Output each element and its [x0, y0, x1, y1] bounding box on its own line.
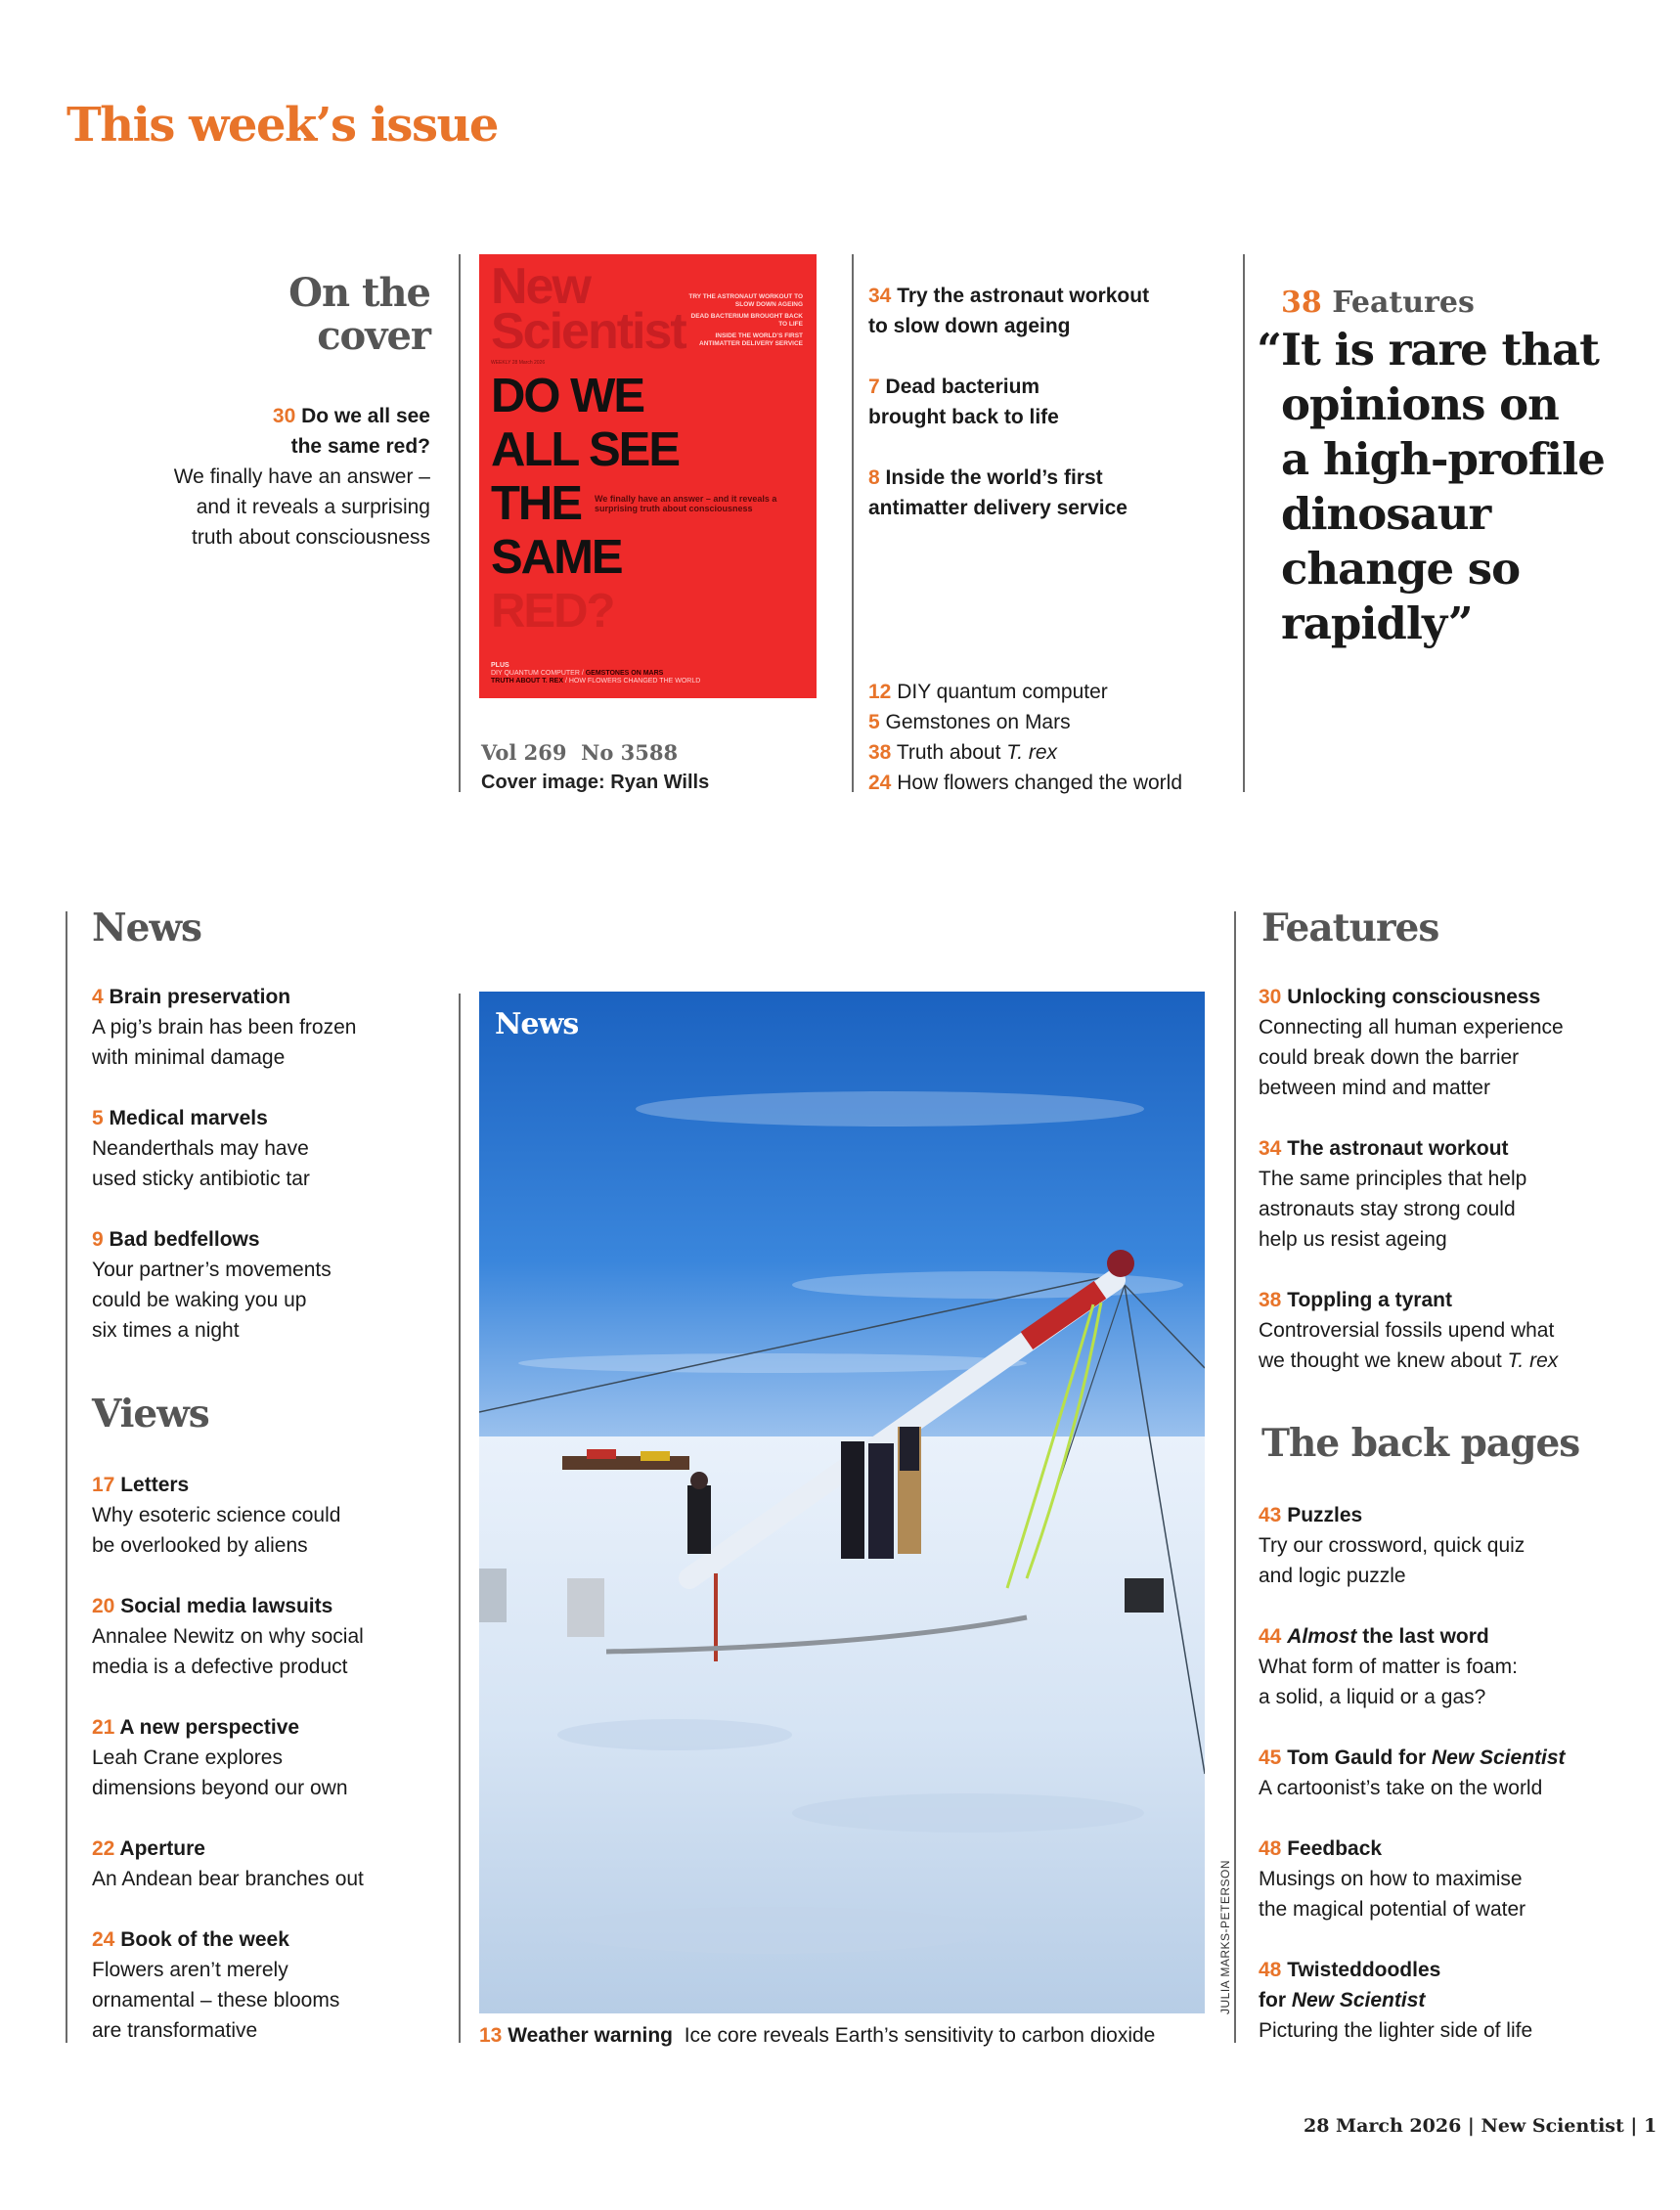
item-title: for [1259, 1989, 1292, 2011]
item-title: Toppling a tyrant [1287, 1289, 1452, 1311]
item-desc: dimensions beyond our own [92, 1777, 348, 1799]
list-item[interactable] [92, 1712, 444, 1803]
highlight-item[interactable] [868, 463, 1240, 523]
plus-item[interactable] [868, 677, 1240, 707]
item-desc: media is a defective product [92, 1656, 348, 1678]
item-title: antimatter delivery service [868, 497, 1127, 519]
news-list [92, 982, 444, 1346]
item-title: Aperture [119, 1837, 205, 1860]
item-desc: could be waking you up [92, 1289, 307, 1311]
page-number: 8 [868, 466, 880, 489]
headline-line: ALL SEE [491, 423, 680, 476]
cover-teasers [685, 293, 803, 352]
quote-line: a high-profile [1281, 433, 1605, 485]
footer-separator: | [1467, 2115, 1475, 2137]
item-text: How flowers changed the world [897, 772, 1183, 794]
news-photo[interactable] [479, 992, 1205, 2013]
views-list [92, 1470, 444, 2046]
open-quote: “ [1257, 324, 1281, 376]
caption-text: Ice core reveals Earth’s sensitivity to carbon dioxide [684, 2024, 1156, 2047]
page-number: 17 [92, 1474, 115, 1496]
page-number: 12 [868, 681, 892, 703]
cover-teaser: INSIDE THE WORLD’S FIRST ANTIMATTER DELIVERY SERVICE [699, 332, 803, 347]
divider [852, 254, 854, 792]
item-title: Book of the week [120, 1928, 289, 1951]
item-desc: Why esoteric science could [92, 1504, 341, 1526]
item-title-italic: Almost [1287, 1625, 1357, 1648]
plus-list [868, 677, 1240, 798]
list-item[interactable] [1259, 982, 1669, 1103]
cover-subhead: We finally have an answer – and it reveals a surprising truth about consciousness [595, 494, 777, 513]
item-desc: A cartoonist’s take on the world [1259, 1777, 1543, 1799]
item-desc: used sticky antibiotic tar [92, 1168, 310, 1190]
headline-line: THE [491, 477, 581, 530]
headline-line: RED? [491, 585, 614, 638]
page-number: 24 [868, 772, 892, 794]
item-title: Letters [120, 1474, 190, 1496]
item-title: Bad bedfellows [109, 1228, 260, 1251]
item-desc: be overlooked by aliens [92, 1534, 308, 1557]
photo-caption[interactable] [479, 2023, 1155, 2049]
item-desc: a solid, a liquid or a gas? [1259, 1686, 1486, 1708]
heading-line: On the [288, 270, 430, 316]
quote-line: dinosaur [1281, 488, 1491, 540]
item-desc: We finally have an answer – [173, 465, 430, 488]
item-title: to slow down ageing [868, 315, 1071, 337]
item-title: Medical marvels [109, 1107, 268, 1129]
list-item[interactable] [92, 1103, 444, 1194]
quote-line: change so [1281, 543, 1521, 595]
item-desc: What form of matter is foam: [1259, 1656, 1518, 1678]
item-title: Social media lawsuits [120, 1595, 333, 1617]
photo-section-label: News [495, 1007, 579, 1041]
page-number: 5 [868, 711, 880, 733]
features-heading: Features [1261, 906, 1439, 950]
page-number: 20 [92, 1595, 115, 1617]
cover-logo [491, 258, 685, 360]
page-number: 43 [1259, 1504, 1282, 1526]
quote-line: It is rare that [1281, 324, 1599, 376]
item-title: Brain preservation [109, 986, 291, 1008]
back-pages-list [1259, 1500, 1669, 2046]
item-desc: we thought we knew about [1259, 1349, 1508, 1372]
quote-line: rapidly” [1281, 597, 1473, 649]
list-item[interactable] [92, 1224, 444, 1346]
page-number: 38 [868, 741, 892, 764]
item-desc: between mind and matter [1259, 1077, 1490, 1099]
page-number: 44 [1259, 1625, 1282, 1648]
pull-quote [1248, 323, 1668, 651]
list-item[interactable] [92, 1834, 444, 1894]
item-desc: truth about consciousness [192, 526, 430, 549]
page-number: 30 [1259, 986, 1282, 1008]
item-desc: Leah Crane explores [92, 1746, 283, 1769]
item-desc: astronauts stay strong could [1259, 1198, 1516, 1220]
item-desc: the magical potential of water [1259, 1898, 1526, 1921]
divider [1234, 911, 1236, 2043]
item-desc: help us resist ageing [1259, 1228, 1447, 1251]
heading-line: cover [317, 313, 430, 359]
divider [1243, 254, 1245, 792]
page-title: This week’s issue [66, 98, 498, 153]
ice-core-drilling-photo [479, 992, 1205, 2013]
logo-line: New [491, 258, 590, 315]
item-title: The astronaut workout [1287, 1137, 1509, 1160]
item-title-italic: New Scientist [1431, 1746, 1566, 1769]
item-desc: ornamental – these blooms [92, 1989, 340, 2011]
item-desc: Try our crossword, quick quiz [1259, 1534, 1525, 1557]
list-item[interactable] [92, 1591, 444, 1682]
item-desc: and logic puzzle [1259, 1565, 1406, 1587]
item-desc: Musings on how to maximise [1259, 1868, 1523, 1890]
plus-text: GEMSTONES ON MARS [585, 670, 664, 677]
page-number: 45 [1259, 1746, 1282, 1769]
cover-credit: Cover image: Ryan Wills [481, 772, 710, 793]
page-number: 34 [1259, 1137, 1282, 1160]
plus-item[interactable] [868, 768, 1240, 798]
item-title: Try the astronaut workout [897, 285, 1150, 307]
item-title: Dead bacterium [885, 376, 1040, 398]
list-item[interactable] [1259, 1955, 1669, 2046]
highlight-item[interactable] [868, 372, 1240, 432]
item-text: DIY quantum computer [897, 681, 1108, 703]
list-item[interactable] [1259, 1743, 1669, 1803]
back-pages-heading: The back pages [1261, 1421, 1580, 1466]
page-number: 48 [1259, 1837, 1282, 1860]
on-the-cover-heading [147, 272, 430, 358]
item-title: Puzzles [1287, 1504, 1363, 1526]
footer-date: 28 March 2026 [1304, 2115, 1462, 2137]
headline-line: SAME [491, 531, 622, 584]
features-list [1259, 982, 1669, 1376]
photo-credit: JULIA MARKS-PETERSON [1218, 1859, 1232, 2014]
section-label: Features [1332, 286, 1475, 320]
page-number: 30 [272, 405, 296, 427]
logo-line: Scientist [491, 303, 685, 360]
quote-line: opinions on [1281, 378, 1559, 430]
issue-no: No 3588 [581, 740, 679, 765]
magazine-cover [479, 254, 817, 698]
list-item[interactable] [92, 982, 444, 1073]
item-desc: The same principles that help [1259, 1168, 1527, 1190]
item-desc: are transformative [92, 2019, 258, 2042]
divider [66, 911, 67, 2043]
item-desc: Picturing the lighter side of life [1259, 2019, 1533, 2042]
item-title: Twisteddoodles [1287, 1959, 1441, 1981]
item-desc: Flowers aren’t merely [92, 1959, 288, 1981]
page-number: 22 [92, 1837, 115, 1860]
item-title: Feedback [1287, 1837, 1383, 1860]
item-desc: with minimal damage [92, 1046, 286, 1069]
cover-story-item[interactable] [117, 401, 430, 552]
plus-text: TRUTH ABOUT T. REX [491, 678, 564, 685]
footer-publication: New Scientist [1481, 2115, 1624, 2137]
top-highlights [868, 281, 1240, 553]
item-desc-italic: T. rex [1507, 1349, 1559, 1372]
cover-teaser: TRY THE ASTRONAUT WORKOUT TO SLOW DOWN AGEING [688, 293, 803, 308]
item-title: A new perspective [119, 1716, 300, 1739]
item-desc: Annalee Newitz on why social [92, 1625, 364, 1648]
list-item[interactable] [1259, 1834, 1669, 1924]
item-title: Unlocking consciousness [1287, 986, 1541, 1008]
page-number: 34 [868, 285, 892, 307]
item-title-italic: New Scientist [1291, 1989, 1426, 2011]
item-title: Do we all see [301, 405, 430, 427]
list-item[interactable] [92, 1470, 444, 1561]
item-title: Tom Gauld for [1287, 1746, 1432, 1769]
item-text-italic: T. rex [1006, 741, 1058, 764]
item-title: Inside the world’s first [885, 466, 1103, 489]
plus-text: DIY QUANTUM COMPUTER / [491, 670, 584, 677]
item-desc: Controversial fossils upend what [1259, 1319, 1555, 1342]
page-number: 38 [1281, 286, 1322, 320]
item-desc: Neanderthals may have [92, 1137, 309, 1160]
page-number: 9 [92, 1228, 104, 1251]
volume-number [481, 740, 678, 765]
highlight-item[interactable] [868, 281, 1240, 341]
item-desc: six times a night [92, 1319, 240, 1342]
feature-quote-label[interactable] [1281, 286, 1475, 320]
news-heading: News [92, 906, 201, 950]
divider [459, 994, 461, 2043]
page-number: 1 [1643, 2115, 1658, 2137]
page-number: 21 [92, 1716, 115, 1739]
list-item[interactable] [1259, 1500, 1669, 1591]
page-number: 38 [1259, 1289, 1282, 1311]
page-number: 13 [479, 2024, 503, 2047]
item-text: Truth about [896, 741, 1007, 764]
cover-teaser: DEAD BACTERIUM BROUGHT BACK TO LIFE [690, 313, 803, 328]
headline-line: DO WE [491, 370, 644, 422]
list-item[interactable] [1259, 1133, 1669, 1255]
page-number: 7 [868, 376, 880, 398]
list-item[interactable] [1259, 1285, 1669, 1376]
item-desc: and it reveals a surprising [196, 496, 430, 518]
item-desc: Your partner’s movements [92, 1259, 332, 1281]
caption-title: Weather warning [508, 2024, 674, 2047]
plus-label: PLUS [491, 662, 509, 669]
item-desc: An Andean bear branches out [92, 1868, 364, 1890]
item-title: the last word [1356, 1625, 1489, 1648]
item-text: Gemstones on Mars [885, 711, 1071, 733]
page-number: 48 [1259, 1959, 1282, 1981]
page-number: 5 [92, 1107, 104, 1129]
cover-date: WEEKLY 28 March 2026 [491, 360, 546, 366]
views-heading: Views [92, 1392, 209, 1436]
item-desc: Connecting all human experience [1259, 1016, 1564, 1039]
item-desc: could break down the barrier [1259, 1046, 1520, 1069]
page-number: 4 [92, 986, 104, 1008]
vol: Vol 269 [481, 740, 567, 765]
plus-text: / HOW FLOWERS CHANGED THE WORLD [564, 678, 701, 685]
item-title: the same red? [290, 435, 430, 458]
page-footer [1304, 2115, 1657, 2137]
plus-item[interactable] [868, 707, 1240, 737]
plus-item[interactable] [868, 737, 1240, 768]
footer-separator: | [1630, 2115, 1638, 2137]
list-item[interactable] [92, 1924, 444, 2046]
list-item[interactable] [1259, 1621, 1669, 1712]
item-desc: A pig’s brain has been frozen [92, 1016, 357, 1039]
divider [459, 254, 461, 792]
cover-plus [491, 662, 700, 685]
page-number: 24 [92, 1928, 115, 1951]
item-title: brought back to life [868, 406, 1059, 428]
